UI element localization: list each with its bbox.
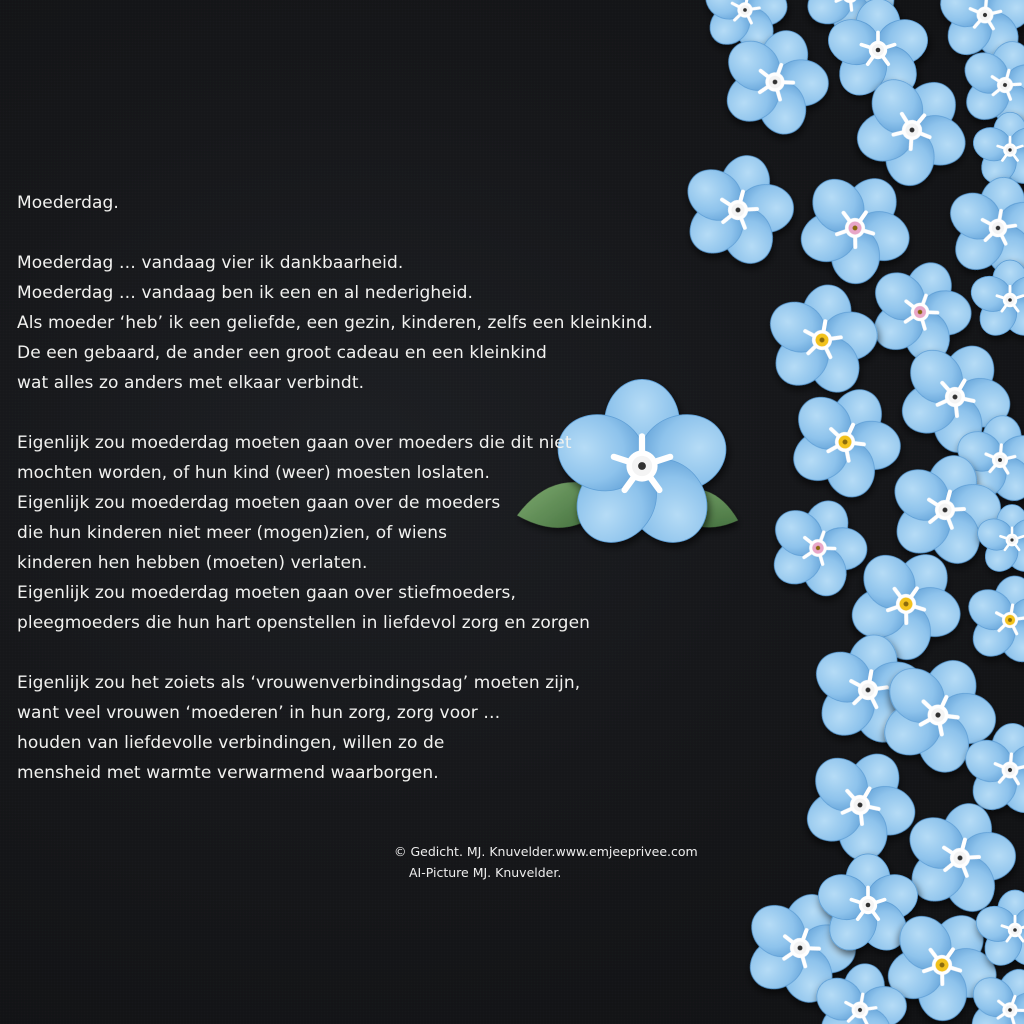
poem-line: mensheid met warmte verwarmend waarborgen. (17, 763, 439, 783)
poem-title: Moederdag. (17, 193, 119, 213)
forget-me-not-icon (954, 568, 1024, 675)
poem-text (17, 188, 697, 788)
poem-line: De een gebaard, de ander een groot cadeau en een kleinkind (17, 343, 547, 363)
stanza-break (17, 398, 697, 428)
poem-line: Moederdag … vandaag vier ik dankbaarheid. (17, 253, 404, 273)
poem-line: Eigenlijk zou moederdag moeten gaan over moeders die dit niet (17, 433, 572, 453)
poem-line: Eigenlijk zou het zoiets als ‘vrouwenverbindingsdag’ moeten zijn, (17, 673, 581, 693)
poem-line: pleegmoeders die hun hart openstellen in liefdevol zorg en zorgen (17, 613, 591, 633)
poem-line: Als moeder ‘heb’ ik een geliefde, een gezin, kinderen, zelfs een kleinkind. (17, 313, 654, 333)
forget-me-not-icon (967, 260, 1024, 342)
poem-line: want veel vrouwen ‘moederen’ in hun zorg, zorg voor … (17, 703, 501, 723)
poem-line: mochten worden, of hun kind (weer) moesten loslaten. (17, 463, 490, 483)
forget-me-not-icon (752, 275, 890, 409)
poem-line: Eigenlijk zou moederdag moeten gaan over de moeders (17, 493, 501, 513)
picture-credit-line: AI-Picture MJ. Knuvelder. (409, 865, 562, 880)
poem-line: Eigenlijk zou moederdag moeten gaan over stiefmoeders, (17, 583, 517, 603)
poem-line: wat alles zo anders met elkaar verbindt. (17, 373, 365, 393)
stanza-break (17, 638, 697, 668)
poem-line: Moederdag … vandaag ben ik een en al nederigheid. (17, 283, 474, 303)
copyright-line: © Gedicht. MJ. Knuvelder.www.emjeeprivee.com (394, 844, 698, 859)
poem-line: houden van liefdevolle verbindingen, willen zo de (17, 733, 445, 753)
poem-line: die hun kinderen niet meer (mogen)zien, of wiens (17, 523, 448, 543)
poem-line: kinderen hen hebben (moeten) verlaten. (17, 553, 368, 573)
stanza-break (17, 218, 697, 248)
credits (394, 841, 698, 883)
